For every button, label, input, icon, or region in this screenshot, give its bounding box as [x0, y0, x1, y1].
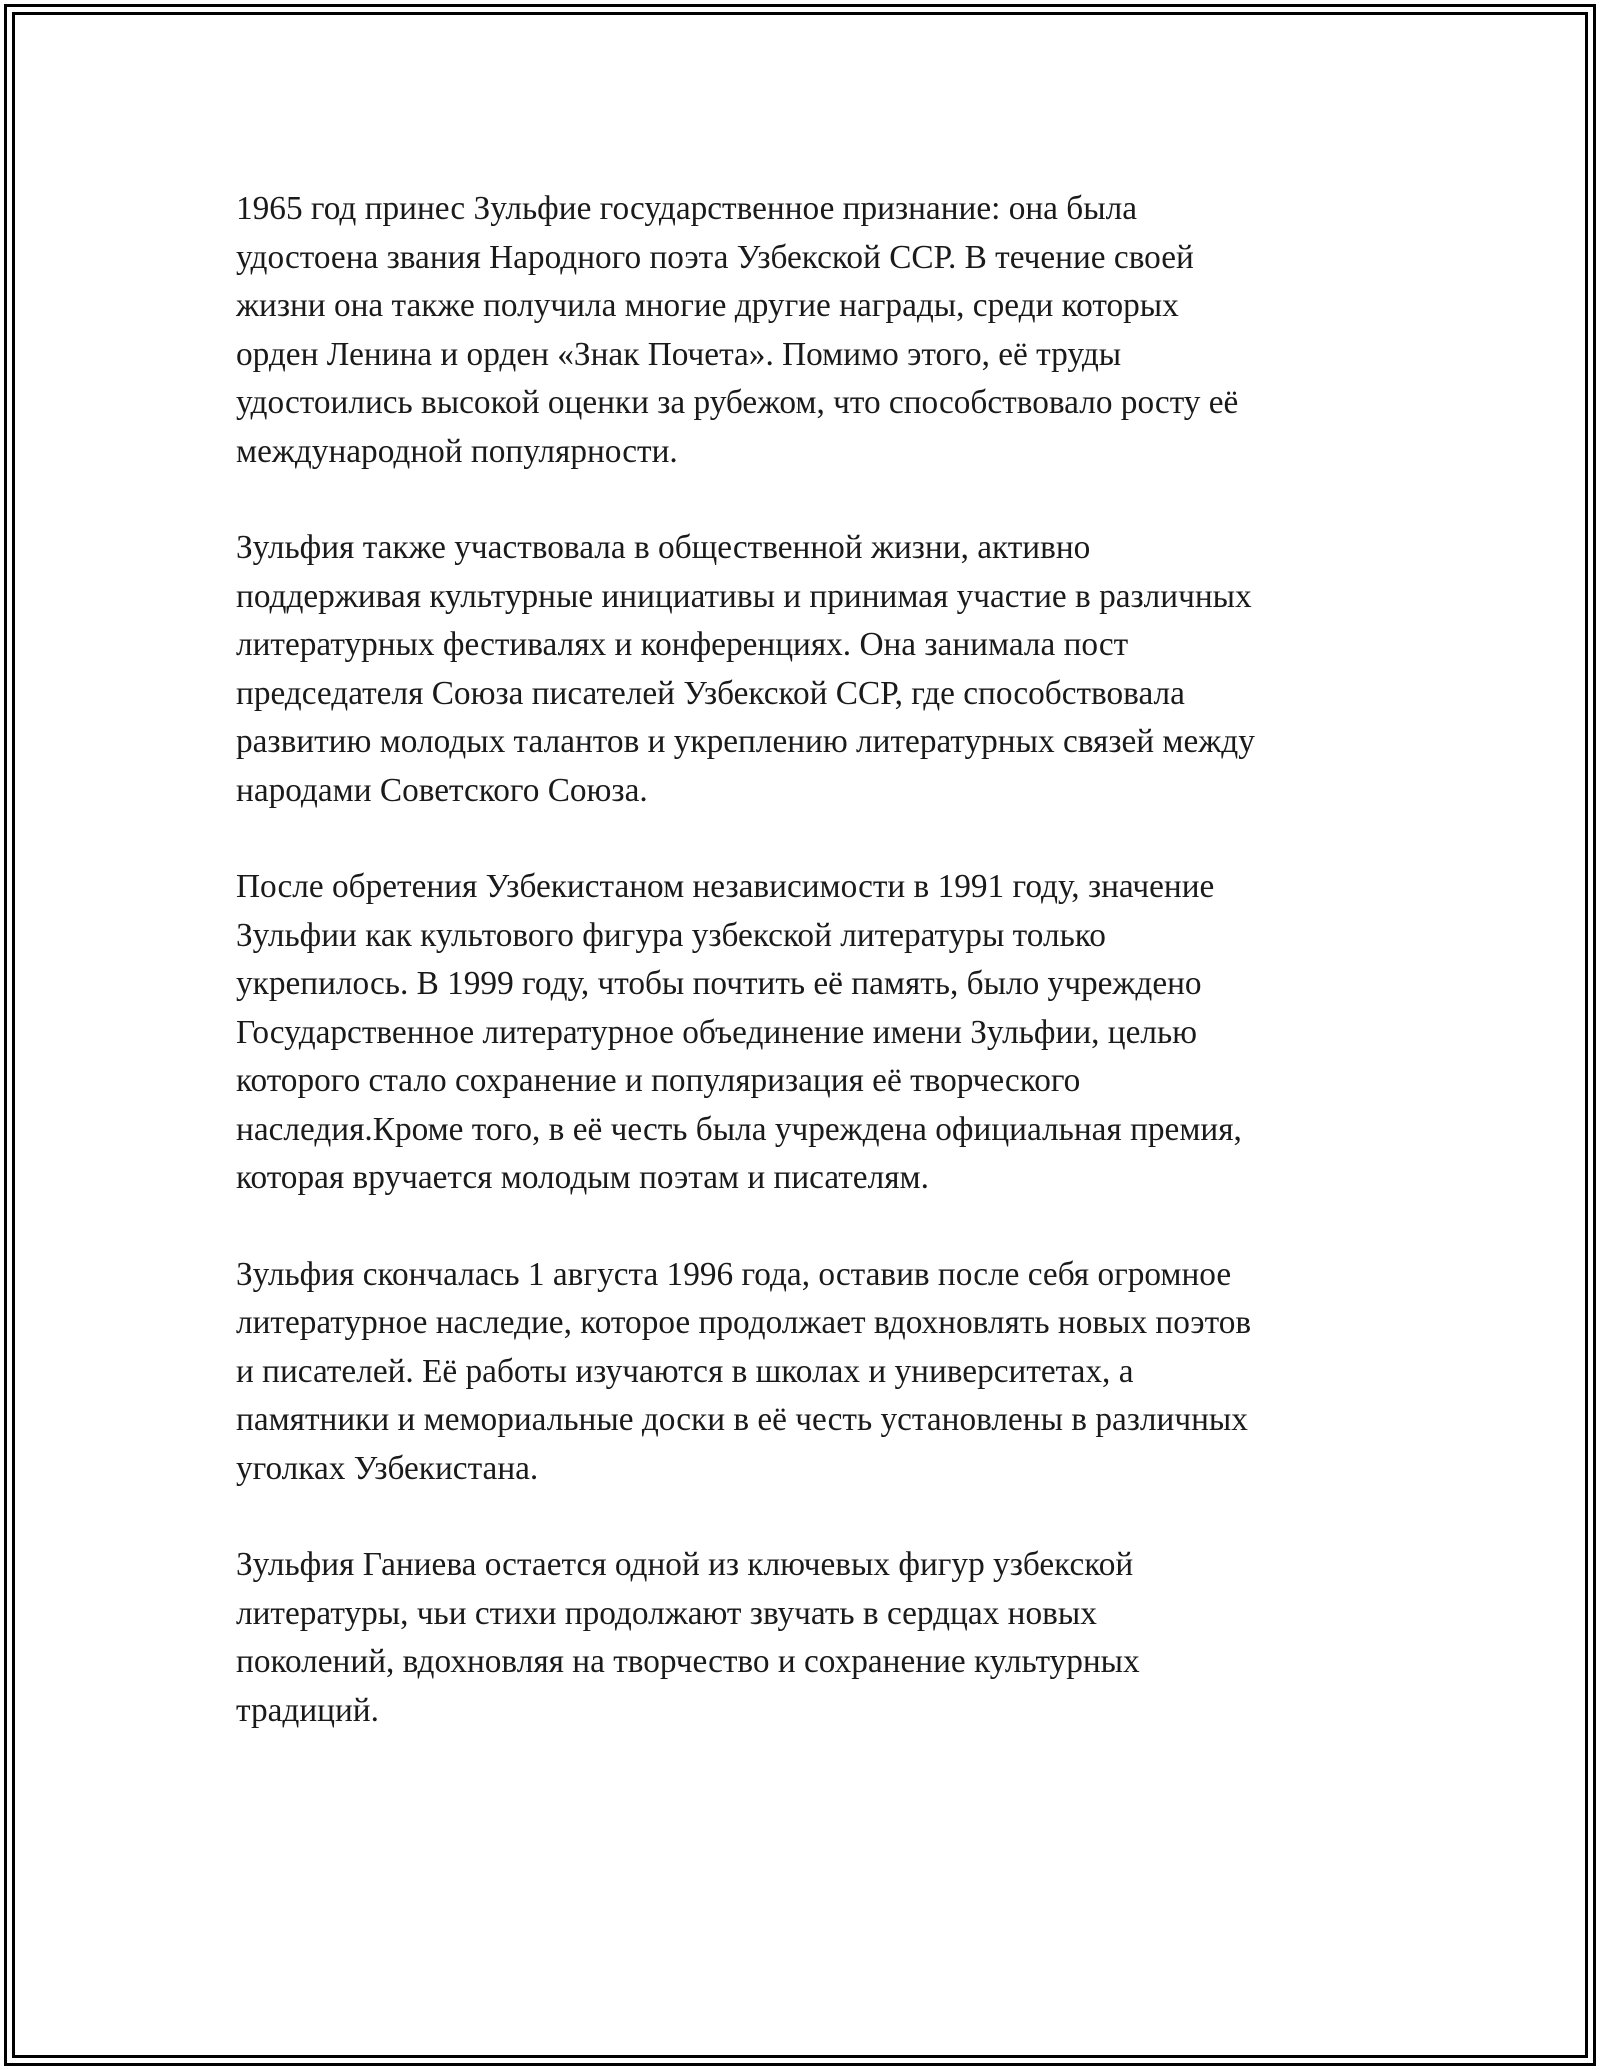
paragraph-legacy — [236, 1251, 1376, 1494]
text-line: Государственное литературное объединение имени Зульфии, целью — [236, 1013, 1198, 1051]
paragraph-state-recognition — [236, 185, 1376, 476]
text-line: поддерживая культурные инициативы и принимая участие в различных — [236, 577, 1252, 615]
text-line: удостоились высокой оценки за рубежом, что способствовало росту её — [236, 384, 1239, 421]
text-line: председателя Союза писателей Узбекской ССР, где способствовала — [236, 674, 1185, 712]
paragraph-public-life — [236, 524, 1376, 815]
text-line: поколений, вдохновляя на творчество и сохранение культурных — [236, 1643, 1140, 1680]
text-line: Зульфия скончалась 1 августа 1996 года, оставив после себя огромное — [236, 1255, 1232, 1293]
document-body — [236, 185, 1376, 1783]
text-line: литературы, чьи стихи продолжают звучать в сердцах новых — [236, 1594, 1097, 1632]
text-line: традиций. — [236, 1691, 379, 1729]
text-line: памятники и мемориальные доски в её честь установлены в различных — [236, 1401, 1248, 1438]
text-line: жизни она также получила многие другие награды, среди которых — [236, 287, 1179, 324]
text-line: и писателей. Её работы изучаются в школах и университетах, а — [236, 1352, 1134, 1390]
text-line: наследия.Кроме того, в её честь была учреждена официальная премия, — [236, 1110, 1242, 1148]
text-line: литературных фестивалях и конференциях. Она занимала пост — [236, 626, 1129, 663]
text-line: литературное наследие, которое продолжает вдохновлять новых поэтов — [236, 1304, 1252, 1341]
text-line: орден Ленина и орден «Знак Почета». Помимо этого, её труды — [236, 335, 1122, 373]
text-line: народами Советского Союза. — [236, 771, 648, 809]
text-line: Зульфия Ганиева остается одной из ключевых фигур узбекской — [236, 1546, 1134, 1583]
paragraph-conclusion — [236, 1541, 1376, 1735]
text-line: укрепилось. В 1999 году, чтобы почтить её память, было учреждено — [236, 965, 1202, 1002]
text-line: которого стало сохранение и популяризация её творческого — [236, 1062, 1081, 1099]
text-line: После обретения Узбекистаном независимости в 1991 году, значение — [236, 868, 1215, 905]
text-line: удостоена звания Народного поэта Узбекской ССР. В течение своей — [236, 238, 1194, 276]
text-line: Зульфия также участвовала в общественной жизни, активно — [236, 529, 1091, 566]
text-line: 1965 год принес Зульфие государственное признание: она была — [236, 190, 1137, 227]
paragraph-independence — [236, 863, 1376, 1203]
text-line: уголках Узбекистана. — [236, 1449, 539, 1487]
text-line: международной популярности. — [236, 432, 678, 470]
text-line: развитию молодых талантов и укреплению литературных связей между — [236, 723, 1255, 760]
text-line: Зульфии как культового фигура узбекской литературы только — [236, 916, 1106, 954]
text-line: которая вручается молодым поэтам и писателям. — [236, 1159, 929, 1196]
